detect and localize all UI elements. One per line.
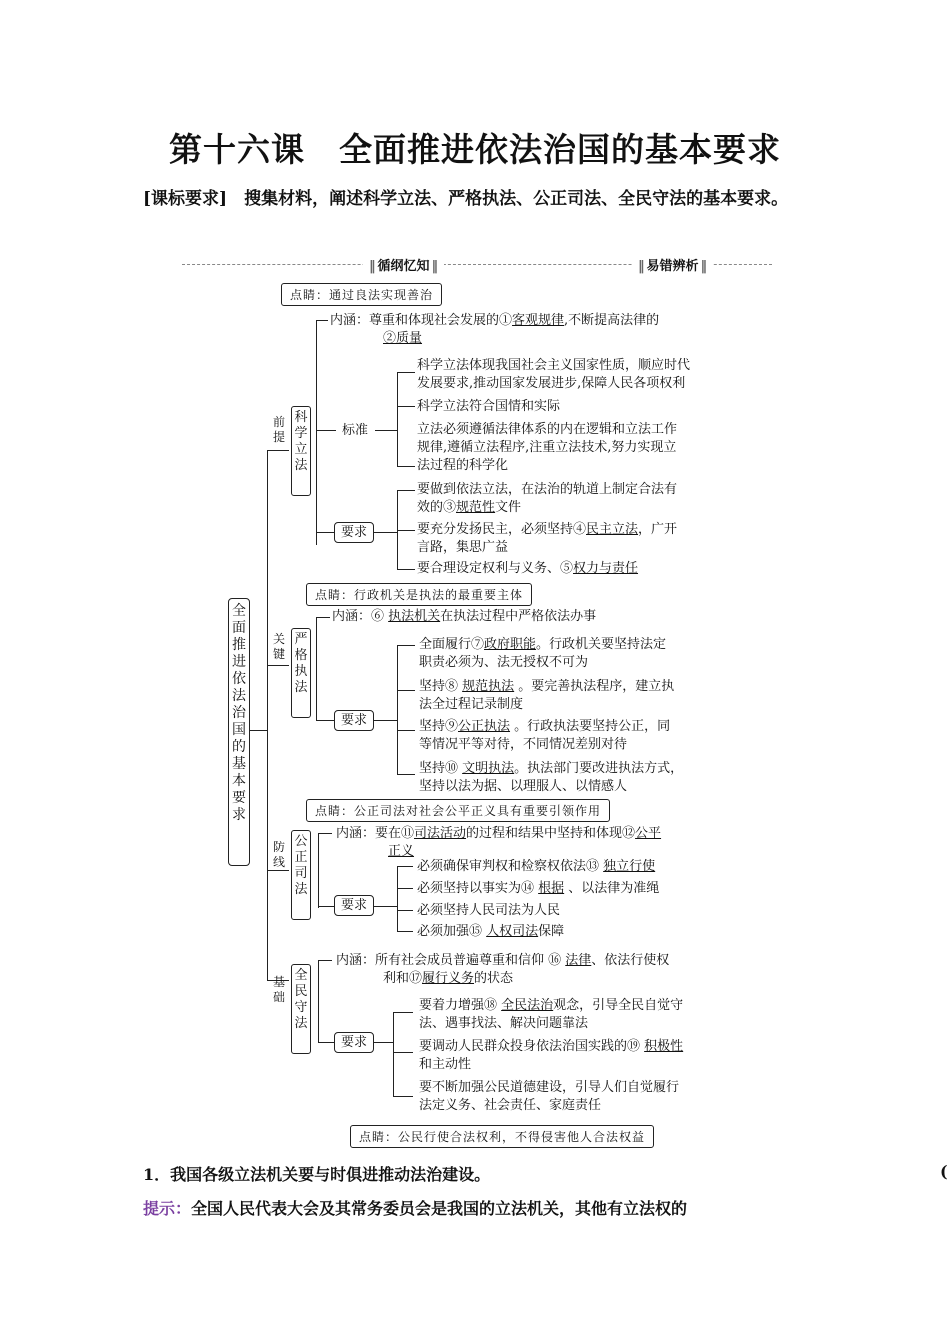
connector [397,466,415,467]
connector [393,1052,413,1053]
zhifa-req-1a: 全面履行⑦政府职能。行政机关要坚持法定 [419,637,667,652]
connector [397,406,415,407]
root-node [228,598,250,866]
sifa-yaoqiu-label: 要求 [334,895,374,916]
tip [143,1196,687,1219]
answer-17: 履行义务 [422,971,475,986]
shoufa-req-2a: 要调动人民群众投身依法治国实践的⑲ 积极性 [419,1039,684,1054]
connector [316,320,328,321]
tip-text: 全国人民代表大会及其常务委员会是我国的立法机关，其他有立法权的 [191,1199,688,1218]
connector [397,372,415,373]
zhifa-req-3b: 等情况平等对待，不同情况差别对待 [419,737,628,752]
connector [318,833,332,834]
answer-18: 全民法治 [501,998,554,1013]
lifa-neihan: 内涵：尊重和体现社会发展的①客观规律,不断提高法律的 [330,313,660,328]
lifa-req-1a: 要做到依法立法，在法治的轨道上制定合法有 [417,482,678,497]
connector [318,960,319,1042]
connector [397,372,398,467]
answer-11: 司法活动 [414,826,467,841]
lifa-standard-3a: 立法必须遵循法律体系的内在逻辑和立法工作 [417,422,678,437]
connector [393,1096,413,1097]
connector [318,1042,334,1043]
zhifa-req-2a: 坚持⑧ 规范执法 。要完善执法程序，建立执 [419,679,675,694]
lifa-standard-2: 科学立法符合国情和实际 [417,399,561,414]
shoufa-req-2b: 和主动性 [419,1057,472,1072]
connector [249,730,267,731]
answer-8: 规范执法 [462,679,515,694]
root-label: 全面推进依法治国的基本要求 [232,603,246,823]
lifa-neihan-line2 [383,330,422,347]
answer-3: 规范性 [456,500,496,515]
answer-1: 客观规律 [512,313,565,328]
answer-9: 公正执法 [458,719,511,734]
connector [393,1012,413,1013]
connector [397,866,398,932]
answer-7: 政府职能 [484,637,537,652]
connector [397,931,413,932]
zhifa-req-1b: 职责必须为、法无授权不可为 [419,655,589,670]
callout-lifa: 点睛：通过良法实现善治 [281,283,442,306]
branch-node-sifa: 公正司法 [291,830,311,920]
curriculum-requirement [143,184,813,214]
side-label-lifa: 前提 [272,415,285,444]
connector [397,490,415,491]
lifa-yaoqiu-label: 要求 [334,522,374,543]
answer-4: 民主立法 [586,522,639,537]
connector [397,888,413,889]
sifa-neihan-line2 [388,843,414,860]
side-label-sifa: 防线 [272,840,285,869]
lifa-req-3: 要合理设定权利与义务、⑤权力与责任 [417,561,639,576]
answer-15: 人权司法 [486,924,539,939]
connector [397,530,415,531]
connector [316,430,336,431]
shoufa-neihan: 内涵：所有社会成员普遍尊重和信仰 ⑯ 法律、依法行使权 [336,953,670,968]
answer-2: ②质量 [383,331,423,346]
zhifa-neihan: 内涵：⑥ 执法机关在执法过程中严格依法办事 [332,609,597,624]
zhifa-req-4b: 坚持以法为据、以理服人、以情感人 [419,779,628,794]
callout-shoufa: 点睛：公民行使合法权利，不得侵害他人合法权益 [350,1125,654,1148]
connector [316,720,334,721]
connector [397,866,413,867]
answer-12b: 正义 [388,844,415,859]
sifa-req-1: 必须确保审判权和检察权依法⑬ 独立行使 [417,859,656,874]
zhifa-req-4a: 坚持⑩ 文明执法。执法部门要改进执法方式， [419,761,684,776]
connector [397,569,415,570]
tip-label: 提示： [143,1199,192,1218]
section-label-recall: ‖ 循纲忆知 ‖ [363,255,444,274]
answer-12a: 公平 [635,826,662,841]
answer-6: 执法机关 [388,609,441,624]
connector [373,720,397,721]
connector [318,906,334,907]
shoufa-req-1b: 法、遇事找法、解决问题靠法 [419,1016,589,1031]
connector [267,870,289,871]
answer-14: 根据 [538,881,565,896]
lifa-req-2b: 言路，集思广益 [417,540,509,555]
lifa-standard-3b: 规律,遵循立法程序,注重立法技术,努力实现立 [417,440,677,455]
connector [373,906,397,907]
connector [267,450,268,980]
page-title: 第十六课 全面推进依法治国的基本要求 [169,130,781,169]
sifa-neihan: 内涵：要在⑪司法活动的过程和结果中坚持和体现⑫公平 [336,826,662,841]
answer-10: 文明执法 [462,761,515,776]
answer-13: 独立行使 [603,859,656,874]
connector [397,645,415,646]
connector [397,774,415,775]
connector [316,532,334,533]
connector [318,960,332,961]
connector [373,1042,393,1043]
lifa-standard-1a: 科学立法体现我国社会主义国家性质，顺应时代 [417,358,691,373]
connector [375,430,397,431]
zhifa-req-3a: 坚持⑨公正执法 。行政执法要坚持公正，同 [419,719,671,734]
connector [316,617,330,618]
connector [318,833,319,908]
branch-node-zhifa: 严格执法 [291,628,311,718]
callout-zhifa: 点睛：行政机关是执法的最重要主体 [306,583,532,606]
shoufa-neihan-line2: 利和⑰履行义务的状态 [383,971,514,986]
sifa-req-3: 必须坚持人民司法为人民 [417,903,561,918]
lifa-biaozhun-label: 标准 [342,423,369,438]
answer-16: 法律 [565,953,592,968]
sifa-req-2: 必须坚持以事实为⑭ 根据 、以法律为准绳 [417,881,660,896]
question-1: 1．我国各级立法机关要与时俱进推动法治建设。 [143,1165,491,1184]
requirement-tag: [课标要求] [143,189,228,209]
connector [316,617,317,720]
branch-node-shoufa: 全民守法 [291,964,311,1054]
connector [316,320,317,545]
requirement-text: 搜集材料，阐述科学立法、严格执法、公正司法、全民守法的基本要求。 [227,189,789,209]
connector [397,690,415,691]
zhifa-yaoqiu-label: 要求 [334,710,374,731]
connector [397,645,398,775]
lifa-standard-1b: 发展要求,推动国家发展进步,保障人民各项权利 [417,376,686,391]
connector [393,1012,394,1097]
connector [373,532,397,533]
connector [267,665,289,666]
connector [267,450,289,451]
section-label-errors: ‖ 易错辨析 ‖ [632,255,713,274]
side-label-zhifa: 关键 [272,632,285,661]
connector [397,730,415,731]
zhifa-req-2b: 法全过程记录制度 [419,697,524,712]
shoufa-req-1a: 要着力增强⑱ 全民法治观念，引导全民自觉守 [419,998,684,1013]
question-1-mark: ( [940,1162,948,1181]
answer-19: 积极性 [644,1039,684,1054]
lifa-req-2a: 要充分发扬民主，必须坚持④民主立法，广开 [417,522,678,537]
side-label-shoufa: 基础 [272,975,285,1004]
callout-sifa: 点睛：公正司法对社会公平正义具有重要引领作用 [306,799,610,822]
shoufa-req-3a: 要不断加强公民道德建设，引导人们自觉履行 [419,1080,680,1095]
sifa-req-4: 必须加强⑮ 人权司法保障 [417,924,565,939]
lifa-standard-3c: 法过程的科学化 [417,458,509,473]
connector [397,910,413,911]
shoufa-yaoqiu-label: 要求 [334,1032,374,1053]
branch-node-lifa: 科学立法 [291,406,311,496]
lifa-req-1b: 效的③规范性文件 [417,500,522,515]
answer-5: 权力与责任 [573,561,639,576]
shoufa-req-3b: 法定义务、社会责任、家庭责任 [419,1098,602,1113]
